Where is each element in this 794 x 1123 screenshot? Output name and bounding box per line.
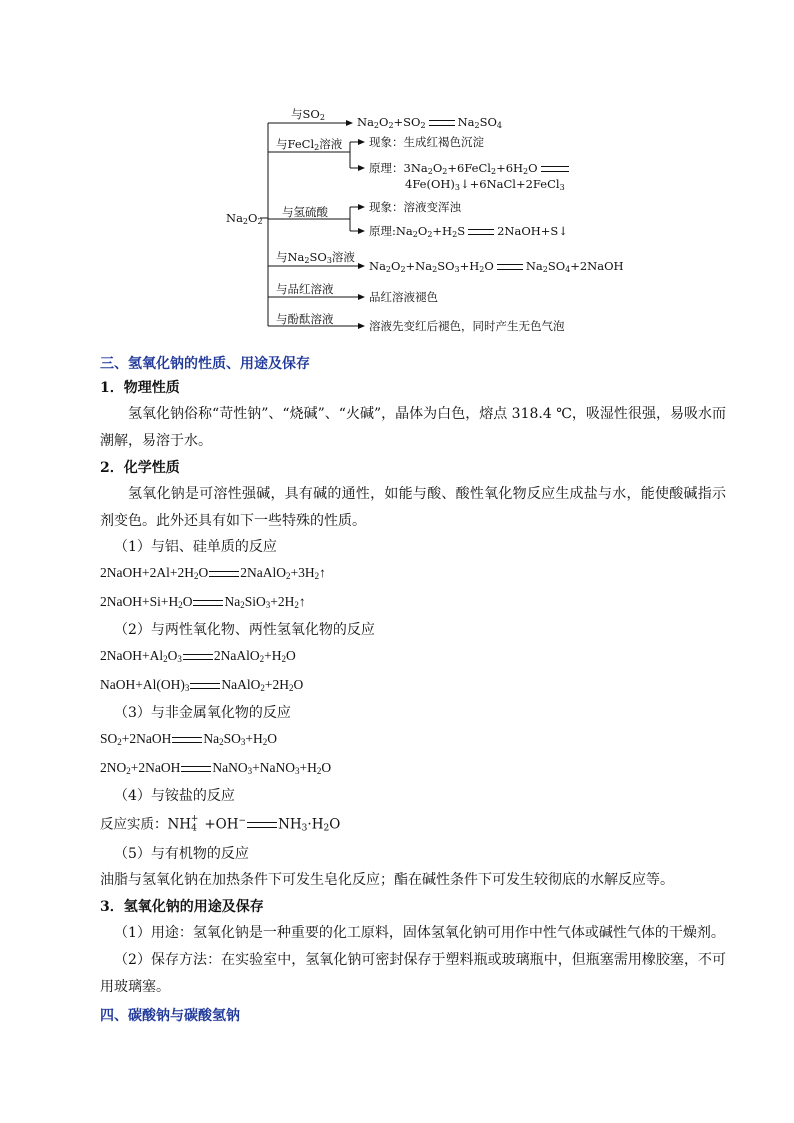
- diagram-root-na2o2: $Na_2O_2$: [226, 211, 263, 226]
- physical-properties-heading: 1．物理性质: [100, 380, 180, 396]
- branch-principle-h2s: 原理$:Na_2O_2+H_2S$ 2NaOH+S↓: [369, 224, 568, 239]
- branch-label-fecl2: 与FeCl$_2$溶液: [276, 137, 343, 152]
- branch-phenomenon-h2s: 现象：溶液变浑浊: [369, 200, 461, 214]
- branch-phenomenon-fecl2: 现象：生成红褐色沉淀: [369, 135, 484, 149]
- branch-label-na2so3: 与$Na_2SO_3$溶液: [276, 250, 355, 265]
- reaction-5-title: （5）与有机物的反应: [114, 845, 249, 862]
- branch-label-h2s: 与氢硫酸: [282, 205, 328, 219]
- storage-text: （2）保存方法：在实验室中，氢氧化钠可密封保存于塑料瓶或玻璃瓶中，但瓶塞需用橡胶塞，不可用玻璃塞。: [100, 951, 726, 995]
- reaction-4-equation: 反应实质：$NH_4^+ +OH^-$ $NH_3\cdot H_2O$: [100, 814, 341, 834]
- branch-result-phenolphthalein: 溶液先变红后褪色，同时产生无色气泡: [369, 319, 565, 333]
- chemical-properties-heading: 2．化学性质: [100, 460, 180, 476]
- reaction-2-title: （2）与两性氧化物、两性氢氧化物的反应: [114, 622, 375, 638]
- reaction-3-equation-1: $SO_2+2NaOH$ $Na_2SO_3+H_2O$: [100, 731, 278, 747]
- reaction-1-title: （1）与铝、硅单质的反应: [114, 539, 277, 555]
- branch-label-pinhong: 与品红溶液: [276, 282, 334, 296]
- reaction-3-equation-2: $2NO_2+2NaOH$ $NaNO_3+NaNO_3+H_2O$: [100, 760, 332, 776]
- branch-label-so2: 与$SO_2$: [291, 107, 325, 122]
- reaction-5-text: 油脂与氢氧化钠在加热条件下可发生皂化反应；酯在碱性条件下可发生较彻底的水解反应等。: [100, 871, 674, 888]
- reaction-3-title: （3）与非金属氧化物的反应: [114, 705, 291, 721]
- branch-result-pinhong: 品红溶液褪色: [369, 290, 438, 304]
- branch-result-so2: $Na_2O_2+SO_2$ $Na_2SO_4$: [357, 115, 503, 130]
- document-body: [100, 353, 726, 1027]
- chemical-properties-intro: 氢氧化钠是可溶性强碱，具有碱的通性，如能与酸、酸性氧化物反应生成盐与水，能使酸碱指示剂变色。此外还具有如下一些特殊的性质。: [100, 486, 726, 529]
- section-3-title: 三、氢氧化钠的性质、用途及保存: [100, 356, 310, 372]
- branch-result-na2so3: $Na_2O_2+Na_2SO_3+H_2O$ $Na_2SO_4+2NaOH$: [369, 259, 624, 274]
- physical-properties-text: 氢氧化钠俗称“苛性钠”、“烧碱”、“火碱”，晶体为白色，熔点 318.4 ℃，吸湿性很强，易吸水而潮解，易溶于水。: [100, 406, 726, 449]
- usage-text: （1）用途：氢氧化钠是一种重要的化工原料，固体氢氧化钠可用作中性气体或碱性气体的干燥剂。: [114, 924, 725, 941]
- usage-storage-heading: 3．氢氧化钠的用途及保存: [100, 898, 264, 915]
- branch-principle-fecl2-line1: 原理：$3Na_2O_2+6FeCl_2+6H_2O$: [369, 161, 572, 179]
- reaction-2-equation-1: $2NaOH+Al_2O_3$ $2NaAlO_2+H_2O$: [100, 648, 296, 664]
- reaction-4-title: （4）与铵盐的反应: [114, 788, 235, 804]
- reaction-2-equation-2: $NaOH+Al(OH)_3$ $NaAlO_2+2H_2O$: [100, 677, 304, 693]
- na2o2-reaction-diagram: [0, 0, 794, 345]
- section-4-title: 四、碳酸钠与碳酸氢钠: [100, 1007, 240, 1024]
- reaction-1-equation-2: $2NaOH+Si+H_2O$ $Na_2SiO_3+2H_2↑$: [100, 594, 306, 610]
- reaction-1-equation-1: $2NaOH+2Al+2H_2O$ $2NaAlO_2+3H_2↑$: [100, 565, 326, 581]
- branch-label-phenolphthalein: 与酚酞溶液: [276, 312, 334, 326]
- branch-principle-fecl2-line2: $4Fe(OH)_3↓+6NaCl+2FeCl_3$: [405, 177, 565, 192]
